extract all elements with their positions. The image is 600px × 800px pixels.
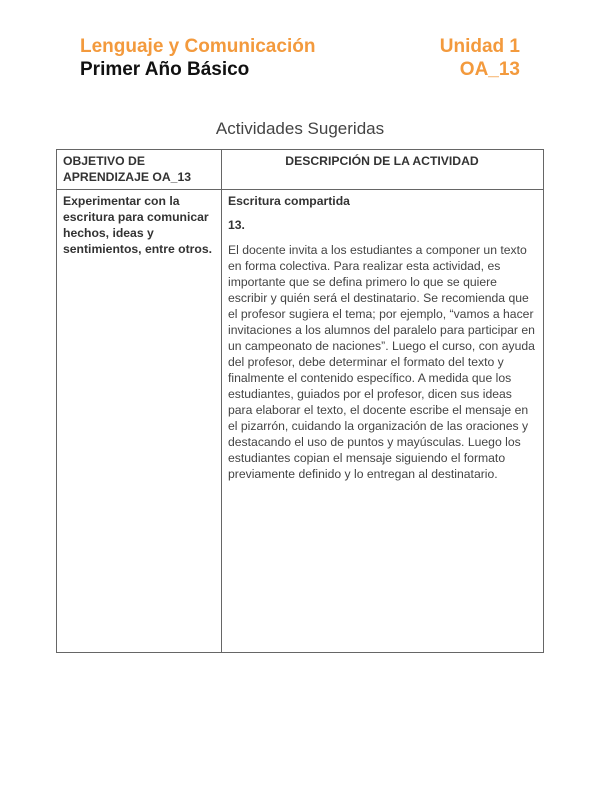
column-header-objective: OBJETIVO DE APRENDIZAJE OA_13 bbox=[57, 150, 222, 190]
objective-cell: Experimentar con la escritura para comunicar hechos, ideas y sentimientos, entre otros. bbox=[57, 190, 222, 653]
activity-description: El docente invita a los estudiantes a componer un texto en forma colectiva. Para realizar esta actividad, es importante que se defina primero lo que se quiere escribir y quién será el destinatario. Se recomienda que el profesor sugiera el tema; por ejemplo, “vamos a hacer invitaciones a los alumnos del paralelo para participar en un campeonato de naciones”. Luego el curso, con ayuda del profesor, debe determinar el formato del texto y finalmente el contenido específico. A medida que los estudiantes, guiados por el profesor, dicen sus ideas para elaborar el texto, el docente escribe el mensaje en el pizarrón, cuidando la organización de las oraciones y destacando el uso de puntos y mayúsculas. Luego los estudiantes copian el mensaje siguiendo el formato previamente definido y lo entregan al destinatario. bbox=[228, 243, 535, 481]
table-row bbox=[57, 190, 544, 653]
description-cell bbox=[222, 190, 544, 653]
subject-title: Lenguaje y Comunicación bbox=[80, 36, 316, 57]
unit-label: Unidad 1 bbox=[439, 36, 520, 57]
activities-table bbox=[56, 149, 544, 653]
column-header-description: DESCRIPCIÓN DE LA ACTIVIDAD bbox=[222, 150, 544, 190]
grade-title: Primer Año Básico bbox=[80, 59, 250, 80]
activity-number: 13. bbox=[228, 218, 245, 232]
activity-title: Escritura compartida bbox=[228, 194, 350, 208]
objective-code: OA_13 bbox=[459, 59, 520, 80]
table-header-row bbox=[57, 150, 544, 190]
section-title: Actividades Sugeridas bbox=[215, 119, 385, 138]
